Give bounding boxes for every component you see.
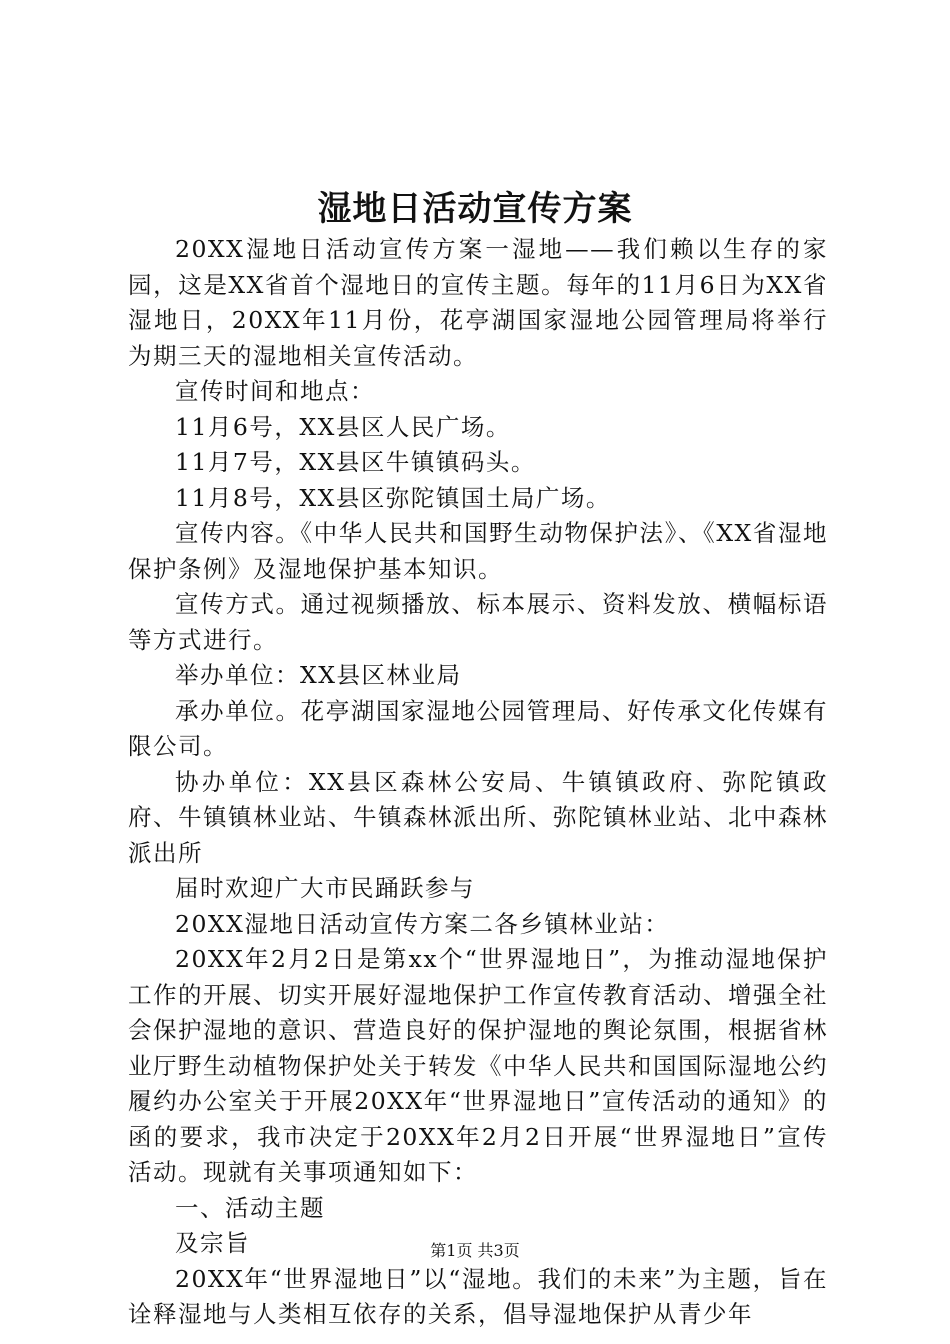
paragraph: 协办单位：XX县区森林公安局、牛镇镇政府、弥陀镇政府、牛镇镇林业站、牛镇森林派出所、弥陀镇林业站、北中森林派出所 (128, 767, 828, 867)
page-indicator: 第1页 共3页 (430, 1241, 520, 1260)
paragraph: 11月7号，XX县区牛镇镇码头。 (175, 448, 536, 476)
paragraph: 11月6号，XX县区人民广场。 (175, 412, 511, 441)
paragraph: 宣传时间和地点： (175, 377, 375, 405)
paragraph: 承办单位。花亭湖国家湿地公园管理局、好传承文化传媒有限公司。 (128, 696, 828, 760)
paragraph: 举办单位：XX县区林业局 (175, 661, 462, 689)
paragraph: 宣传方式。通过视频播放、标本展示、资料发放、横幅标语等方式进行。 (128, 590, 828, 654)
paragraph: 20XX湿地日活动宣传方案二各乡镇林业站： (175, 909, 670, 938)
paragraph: 20XX年“世界湿地日”以“湿地。我们的未来”为主题，旨在诠释湿地与人类相互依存的关系，倡导湿地保护从青少年 (128, 1264, 828, 1328)
paragraph: 20XX湿地日活动宣传方案一湿地——我们赖以生存的家园，这是XX省首个湿地日的宣传主题。每年的11月6日为XX省湿地日，20XX年11月份，花亭湖国家湿地公园管理局将举行为期三天的湿地相关宣传活动。 (128, 235, 828, 370)
paragraph: 11月8号，XX县区弥陀镇国土局广场。 (175, 483, 611, 512)
paragraph: 及宗旨 (175, 1229, 250, 1257)
paragraph: 届时欢迎广大市民踊跃参与 (175, 874, 475, 902)
document-body (128, 232, 828, 1333)
paragraph: 20XX年2月2日是第xx个“世界湿地日”，为推动湿地保护工作的开展、切实开展好湿地保护工作宣传教育活动、增强全社会保护湿地的意识、营造良好的保护湿地的舆论氛围，根据省林业厅野生动植物保护处关于转发《中华人民共和国国际湿地公约履约办公室关于开展20XX年“世界湿地日”宣传活动的通知》的函的要求，我市决定于20XX年2月2日开展“世界湿地日”宣传活动。现就有关事项通知如下： (128, 945, 828, 1186)
document-title: 湿地日活动宣传方案 (317, 189, 633, 229)
paragraph: 宣传内容。《中华人民共和国野生动物保护法》、《XX省湿地保护条例》及湿地保护基本知识。 (128, 519, 828, 583)
paragraph: 一、活动主题 (175, 1193, 325, 1222)
